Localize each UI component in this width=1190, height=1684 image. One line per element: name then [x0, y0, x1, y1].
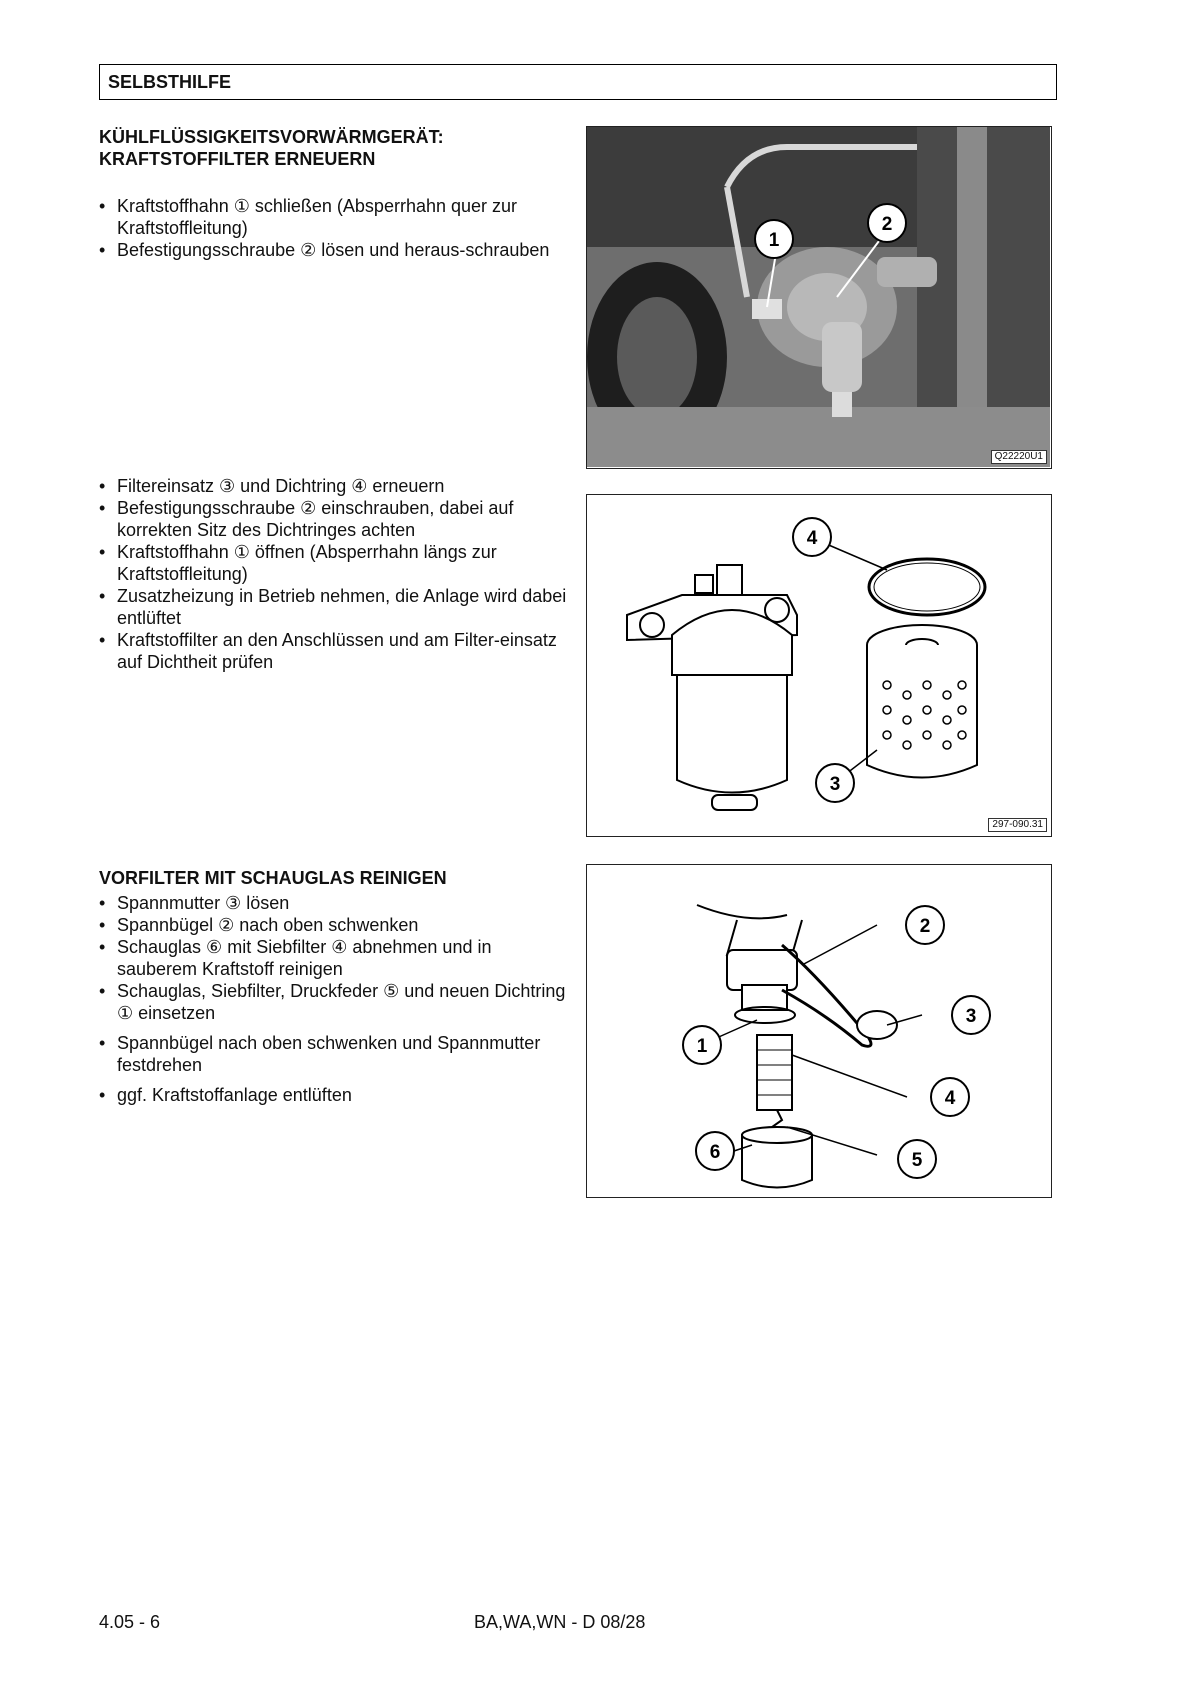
callout-6: 6 [709, 1142, 721, 1163]
section-header [99, 64, 1057, 100]
callout-2: 2 [919, 916, 931, 937]
step-item: • Zusatzheizung in Betrieb nehmen, die Anlage wird dabei entlüftet [99, 585, 569, 629]
step-item: • Filtereinsatz ③ und Dichtring ④ erneuern [99, 475, 569, 497]
photo-fuel-filter-figure [586, 126, 1052, 469]
callout-3: 3 [829, 774, 841, 795]
callout-1: 1 [696, 1036, 708, 1057]
steps-list-renew [99, 475, 569, 673]
section1-title [99, 126, 444, 170]
figure-code: 297-090.31 [988, 818, 1047, 832]
document-id: BA,WA,WN - D 08/28 [474, 1612, 646, 1632]
prefilter-sightglass-figure [586, 864, 1052, 1198]
callout-3: 3 [965, 1006, 977, 1027]
callout-2: 2 [881, 214, 893, 235]
step-item: • Schauglas, Siebfilter, Druckfeder ⑤ und neuen Dichtring ① einsetzen [99, 980, 569, 1024]
filter-parts-figure [586, 494, 1052, 837]
step-item: • Spannmutter ③ lösen [99, 892, 569, 914]
photo-illustration [587, 127, 1050, 467]
figure-code: Q22220U1 [991, 450, 1047, 464]
step-item: • Kraftstoffilter an den Anschlüssen und am Filter-einsatz auf Dichtheit prüfen [99, 629, 569, 673]
callout-4: 4 [944, 1088, 956, 1109]
header-title: SELBSTHILFE [108, 72, 232, 92]
steps-list-remove [99, 195, 569, 261]
step-item: • Befestigungsschraube ② lösen und heraus-schrauben [99, 239, 569, 261]
callout-5: 5 [911, 1150, 923, 1171]
filter-illustration [587, 495, 1050, 835]
callout-4: 4 [806, 528, 818, 549]
step-item: • Kraftstoffhahn ① schließen (Absperrhahn quer zur Kraftstoffleitung) [99, 195, 569, 239]
step-item: • Kraftstoffhahn ① öffnen (Absperrhahn längs zur Kraftstoffleitung) [99, 541, 569, 585]
section1-title-line1: KÜHLFLÜSSIGKEITSVORWÄRMGERÄT: [99, 127, 444, 147]
steps-list-prefilter [99, 892, 569, 1106]
step-item: • ggf. Kraftstoffanlage entlüften [99, 1084, 569, 1106]
prefilter-illustration [587, 865, 1050, 1196]
step-item: • Schauglas ⑥ mit Siebfilter ④ abnehmen und in sauberem Kraftstoff reinigen [99, 936, 569, 980]
step-item: • Befestigungsschraube ② einschrauben, dabei auf korrekten Sitz des Dichtringes achten [99, 497, 569, 541]
section1-title-line2: KRAFTSTOFFILTER ERNEUERN [99, 149, 376, 169]
page-number: 4.05 - 6 [99, 1612, 161, 1632]
section2-title: VORFILTER MIT SCHAUGLAS REINIGEN [99, 868, 447, 888]
step-item: • Spannbügel nach oben schwenken und Spannmutter festdrehen [99, 1032, 569, 1076]
callout-1: 1 [768, 230, 780, 251]
step-item: • Spannbügel ② nach oben schwenken [99, 914, 569, 936]
